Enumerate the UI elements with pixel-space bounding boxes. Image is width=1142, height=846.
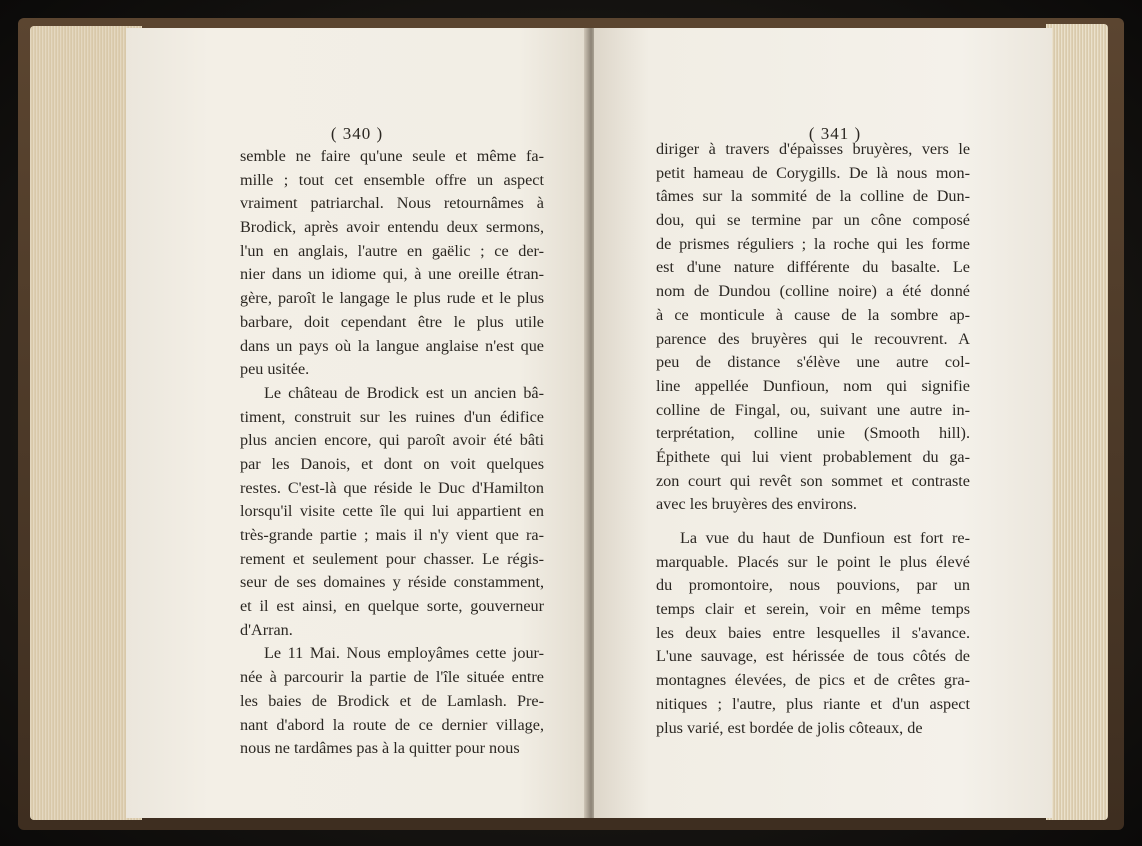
text-line: restes. C'est-là que réside le Duc d'Hamilton [240,478,544,497]
text-line: timent, construit sur les ruines d'un édifice [240,407,544,426]
paragraph [240,642,544,760]
text-line: Le château de Brodick est un ancien bâ- [264,383,544,402]
text-line: à ce monticule à cause de la sombre ap- [656,305,970,324]
text-line: nant d'abord la route de ce dernier village, [240,715,544,734]
open-book [18,18,1124,830]
text-line: nom de Dundou (colline noire) a été donné [656,282,970,301]
paragraph [656,138,970,517]
text-line: L'une sauvage, est hérissée de tous côtés de [656,647,970,666]
paragraph [240,382,544,643]
text-line: par les Danois, et dont on voit quelques [240,454,544,473]
text-line: montagnes élevées, de pics et de crêtes gra- [656,671,970,690]
text-line: l'un en anglais, l'autre en gaëlic ; ce der- [240,241,544,260]
text-line: peu usitée. [240,360,310,379]
paragraph [240,145,544,382]
text-line: les deux baies entre lesquelles il s'avance. [656,623,970,642]
text-line: Brodick, après avoir entendu deux sermons, [240,218,544,237]
text-line: nier dans un idiome qui, à une oreille étran- [240,265,544,284]
text-line: Le 11 Mai. Nous employâmes cette jour- [264,644,544,663]
right-page [594,28,1052,818]
page-number-left: ( 340 ) [330,124,384,143]
text-line: est d'une nature différente du basalte. Le [656,258,970,277]
text-line: dans un pays où la langue anglaise n'est que [240,336,544,355]
text-line: dou, qui se termine par un cône composé [656,211,970,230]
text-line: La vue du haut de Dunfioun est fort re- [680,529,970,547]
text-line: plus ancien encore, qui paroît avoir été bâti [240,431,544,450]
text-line: nous ne tardâmes pas à la quitter pour nous [240,739,520,758]
text-line: diriger à travers d'épaisses bruyères, vers le [656,140,970,158]
right-page-text [656,138,970,740]
left-page-text [240,145,544,761]
text-line: petit hameau de Corygills. De là nous mon- [656,163,970,182]
left-page [126,28,588,818]
text-line: nitiques ; l'autre, plus riante et d'un aspect [656,694,970,713]
text-line: lorsqu'il visite cette île qui lui appartient en [240,502,544,521]
text-line: mille ; tout cet ensemble offre un aspect [240,170,544,189]
text-line: de prismes réguliers ; la roche qui les forme [656,234,970,253]
text-line: née à parcourir la partie de l'île située entre [240,668,544,687]
paragraph-gap [656,517,970,527]
text-line: colline de Fingal, ou, suivant une autre in- [656,400,970,419]
text-line: parence des bruyères qui le recouvrent. A [656,329,970,348]
text-line: vraiment patriarchal. Nous retournâmes à [240,194,544,213]
text-line: peu de distance s'élève une autre col- [656,353,970,372]
text-line: les baies de Brodick et de Lamlash. Pre- [240,691,544,710]
text-line: et il est ainsi, en quelque sorte, gouverneur [240,597,544,616]
text-line: tâmes sur la sommité de la colline de Dun- [656,187,970,206]
text-line: Épithete qui lui vient probablement du ga- [656,447,970,466]
text-line: marquable. Placés sur le point le plus élevé [656,552,970,571]
text-line: line appellée Dunfioun, nom qui signifie [656,376,970,395]
text-line: du promontoire, nous pouvions, par un [656,576,970,595]
text-line: seur de ses domaines y réside constamment, [240,573,544,592]
text-line: zon court qui revêt son sommet et contraste [656,471,970,490]
paragraph [656,527,970,740]
text-line: semble ne faire qu'une seule et même fa- [240,147,544,165]
text-line: rement et seulement pour chasser. Le régis- [240,549,544,568]
text-line: terprétation, colline unie (Smooth hill). [656,424,970,443]
text-line: avec les bruyères des environs. [656,495,857,514]
text-line: temps clair et serein, voir en même temps [656,600,970,619]
text-line: très-grande partie ; mais il n'y vient que ra- [240,526,544,544]
text-line: gère, paroît le langage le plus rude et le plus [240,289,544,308]
text-line: barbare, doit cependant être le plus utile [240,312,544,331]
text-line: plus varié, est bordée de jolis côteaux, de [656,718,923,737]
text-line: d'Arran. [240,620,293,639]
page-number-right: ( 341 ) [808,124,862,143]
